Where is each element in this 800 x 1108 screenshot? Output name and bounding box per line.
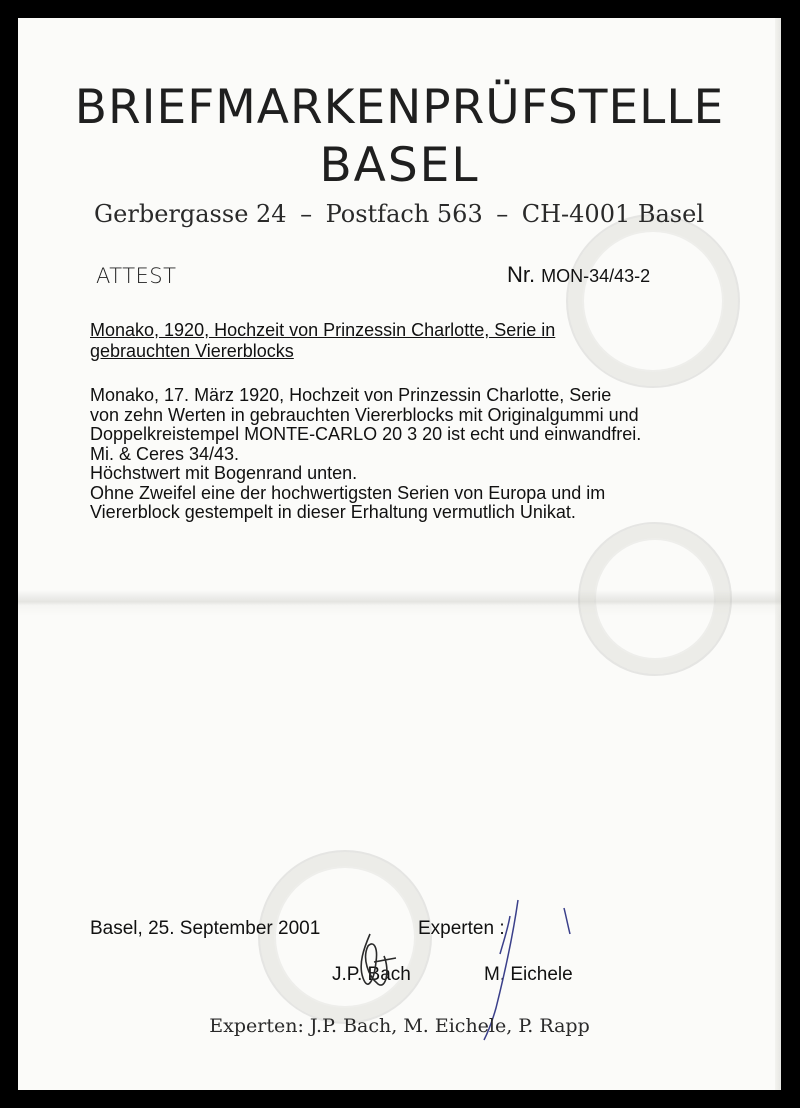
experts-label: Experten : [418, 918, 505, 939]
body-line: Ohne Zweifel eine der hochwertigsten Serien von Europa und im [90, 482, 606, 503]
institute-name: BRIEFMARKENPRÜFSTELLE [74, 80, 725, 135]
signer-eichele: M. Eichele [484, 964, 573, 985]
subject-line: Monako, 1920, Hochzeit von Prinzessin Charlotte, Serie in [90, 320, 556, 340]
body-line: Monako, 17. März 1920, Hochzeit von Prinzessin Charlotte, Serie [90, 385, 612, 405]
subject-heading [90, 320, 650, 362]
body-line: Mi. & Ceres 34/43. [90, 443, 240, 464]
body-line: Doppelkreistempel MONTE-CARLO 20 3 20 ist echt und einwandfrei. [90, 424, 642, 444]
institute-city: BASEL [319, 138, 480, 193]
certificate-number [507, 262, 650, 288]
certificate-number-label: Nr. [507, 262, 536, 287]
embossed-seal-middle [578, 522, 732, 676]
signer-bach: J.P. Bach [332, 964, 411, 985]
institute-address [94, 200, 704, 228]
experts-footer: Experten: J.P. Bach, M. Eichele, P. Rapp [209, 1015, 590, 1037]
place-and-date: Basel, 25. September 2001 [90, 918, 321, 939]
certificate-body [90, 386, 730, 523]
body-line: Höchstwert mit Bogenrand unten. [90, 463, 358, 483]
address-city: CH-4001 Basel [521, 200, 704, 228]
document-type: ATTEST [96, 264, 177, 288]
address-postbox: Postfach 563 [325, 200, 483, 228]
address-street: Gerbergasse 24 [94, 200, 287, 228]
body-line: Viererblock gestempelt in dieser Erhaltung vermutlich Unikat. [90, 502, 576, 522]
body-line: von zehn Werten in gebrauchten Viererblocks mit Originalgummi und [90, 404, 639, 425]
certificate-page [18, 18, 781, 1090]
subject-line: gebrauchten Viererblocks [90, 341, 294, 361]
address-separator: – [300, 200, 313, 228]
certificate-number-value: MON-34/43-2 [541, 266, 651, 286]
address-separator: – [496, 200, 509, 228]
